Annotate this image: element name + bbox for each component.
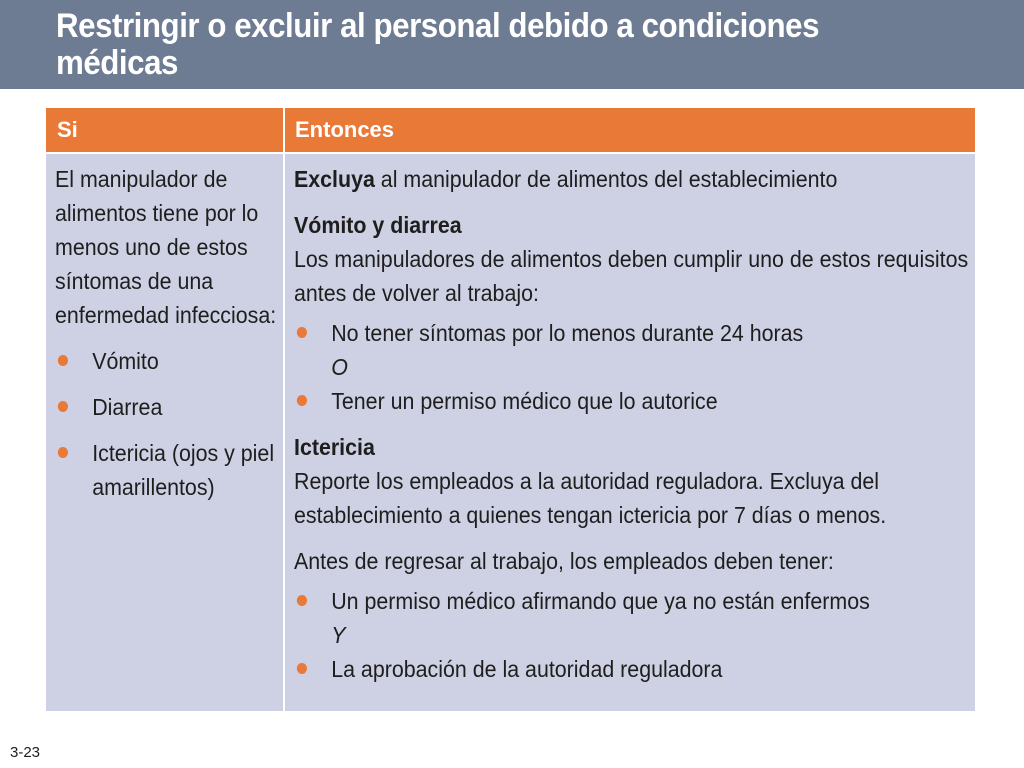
- list-item: [294, 384, 970, 418]
- symptom-text: Vómito: [92, 348, 159, 374]
- bullet-dot-icon: [297, 327, 307, 338]
- si-cell: [46, 154, 283, 711]
- vd-heading: [294, 208, 970, 242]
- header-si: Si: [46, 108, 283, 152]
- symptom-text: Ictericia (ojos y piel amarillentos): [92, 440, 275, 500]
- bullet-dot-icon: [58, 447, 68, 458]
- ret-bullet-1: Un permiso médico afirmando que ya no están enfermos: [331, 588, 870, 614]
- exclude-line: [294, 162, 970, 196]
- list-item: [55, 344, 278, 378]
- ict-text: Reporte los empleados a la autoridad reguladora. Excluya del establecimiento a quienes tengan ictericia por 7 días o menos.: [294, 468, 887, 528]
- list-item: [294, 652, 970, 686]
- vd-connector: O: [331, 354, 348, 380]
- bullet-dot-icon: [58, 401, 68, 412]
- return-list: [294, 584, 970, 686]
- title-bar: [0, 0, 1024, 89]
- bullet-dot-icon: [297, 595, 307, 606]
- vd-bullet-1: No tener síntomas por lo menos durante 24 horas: [331, 320, 804, 346]
- symptom-text: Diarrea: [92, 394, 163, 420]
- conditions-table: [45, 107, 974, 710]
- entonces-cell: [285, 154, 975, 711]
- ret-bullet-2: La aprobación de la autoridad reguladora: [331, 656, 723, 682]
- list-item: [294, 584, 970, 652]
- vd-bullet-2: Tener un permiso médico que lo autorice: [331, 388, 718, 414]
- list-item: [294, 316, 970, 384]
- header-entonces: Entonces: [285, 108, 975, 152]
- si-intro: El manipulador de alimentos tiene por lo menos uno de estos síntomas de una enfermedad infecciosa:: [55, 166, 277, 328]
- slide-title: Restringir o excluir al personal debido a condiciones médicas: [56, 7, 820, 82]
- exclude-rest: al manipulador de alimentos del establecimiento: [374, 166, 838, 192]
- list-item: [55, 436, 278, 504]
- ict-heading-text: Ictericia: [294, 434, 375, 460]
- page-number: 3-23: [10, 744, 41, 761]
- ict-heading: [294, 430, 970, 464]
- bullet-dot-icon: [297, 663, 307, 674]
- vd-heading-text: Vómito y diarrea: [294, 212, 462, 238]
- return-text: Antes de regresar al trabajo, los empleados deben tener:: [294, 548, 834, 574]
- vd-text: Los manipuladores de alimentos deben cumplir uno de estos requisitos antes de volver al trabajo:: [294, 246, 969, 306]
- bullet-dot-icon: [297, 395, 307, 406]
- symptom-list: [55, 344, 278, 504]
- vd-list: [294, 316, 970, 418]
- ret-connector: Y: [331, 622, 346, 648]
- bullet-dot-icon: [58, 355, 68, 366]
- list-item: [55, 390, 278, 424]
- exclude-bold: Excluya: [294, 166, 375, 192]
